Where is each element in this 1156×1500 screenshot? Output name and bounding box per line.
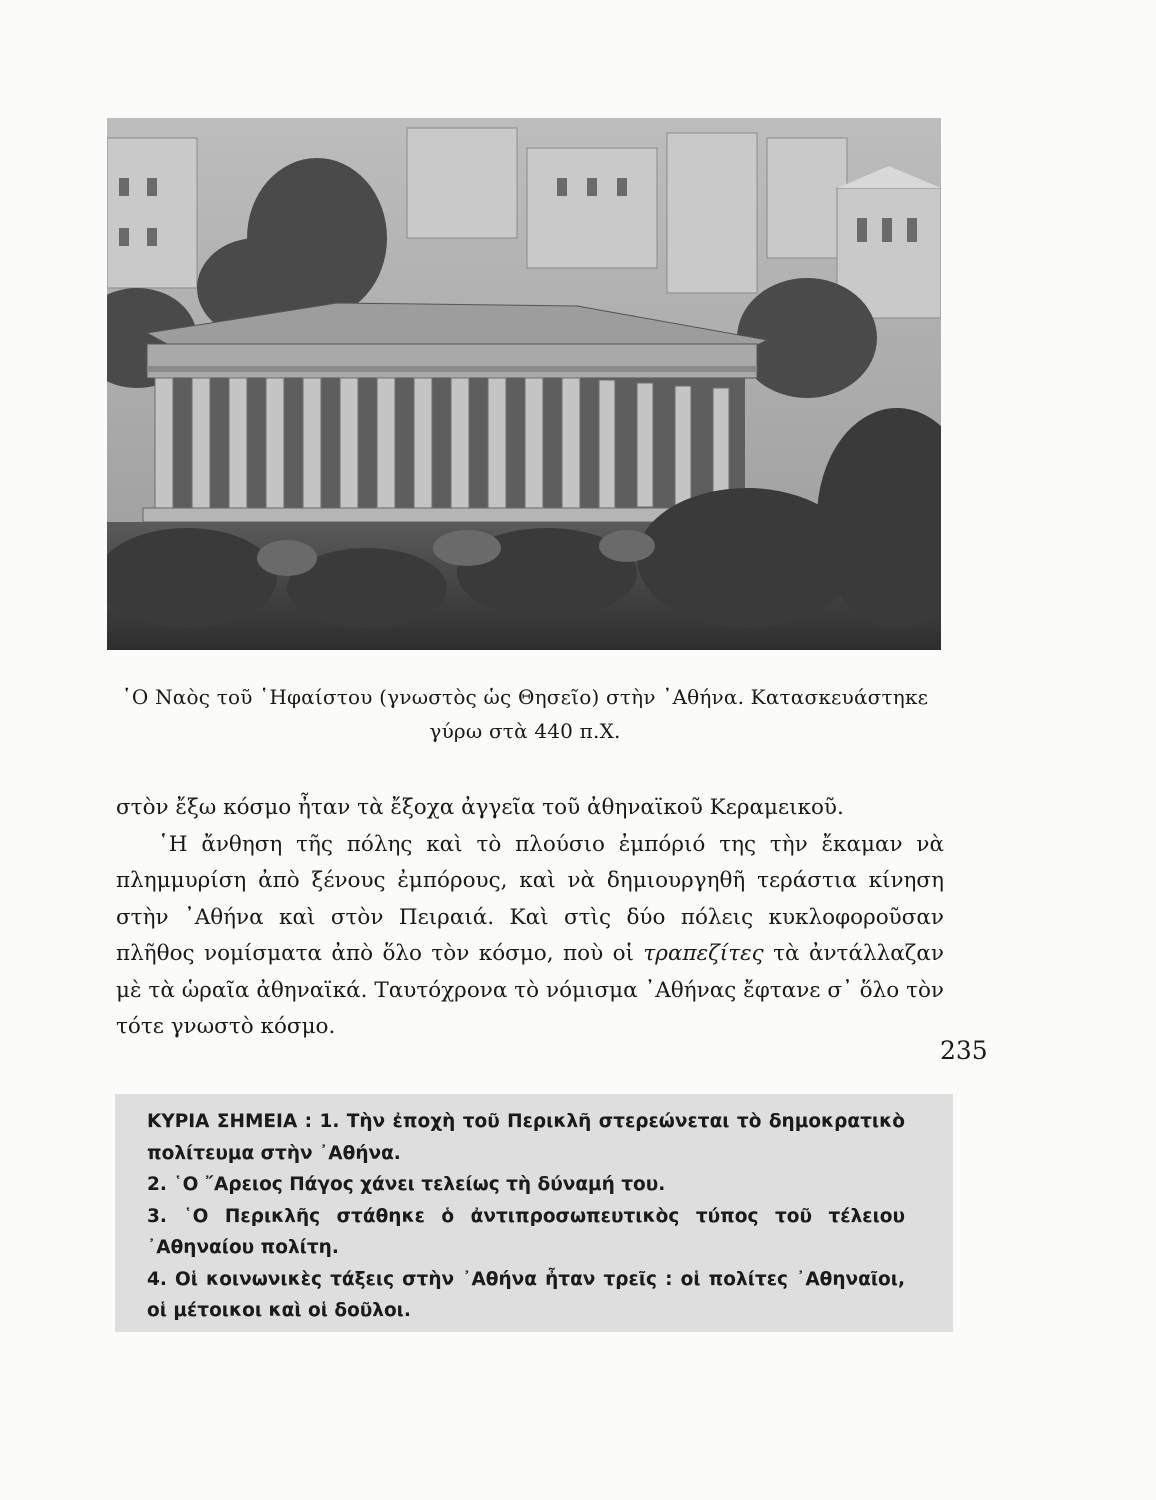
page-number: 235 [940, 1036, 988, 1065]
paragraph-2 [116, 827, 944, 1046]
key-point-4: 4. Οἱ κοινωνικὲς τάξεις στὴν ᾿Αθήνα ἦταν τρεῖς : οἱ πολίτες ᾿Αθηναῖοι, οἱ μέτοικοι καὶ οἱ δοῦλοι. [147, 1268, 905, 1321]
paragraph-2-start: ῾Η ἄνθηση τῆς πόλης καὶ τὸ πλούσιο ἐμπόριό της τὴν ἔκαμαν νὰ πλημμυρίση ἀπὸ ξένους ἐμπόρους, καὶ νὰ δημιουργηθῆ τεράστια κίνηση στὴν ᾿Αθήνα καὶ στὸν Πειραιά. Καὶ στὶς δύο πόλεις κυκλοφοροῦσαν πλῆθος νομίσματα ἀπὸ ὅλο τὸν κόσμο, ποὺ οἱ [116, 831, 944, 966]
caption-line-1: ῾Ο Ναὸς τοῦ ῾Ηφαίστου (γνωστὸς ὡς Θησεῖο) στὴν ᾿Αθήνα. Κατασκευάστηκε [121, 685, 929, 709]
caption-line-2: γύρω στὰ 440 π.Χ. [429, 719, 621, 743]
term-trapezites: τραπεζίτες [643, 941, 764, 966]
temple-photo [107, 118, 941, 650]
body-text [116, 790, 944, 1046]
paragraph-1: στὸν ἔξω κόσμο ἦταν τὰ ἔξοχα ἀγγεῖα τοῦ ἀθηναϊκοῦ Κεραμεικοῦ. [116, 795, 844, 820]
key-point-2: 2. ῾Ο ῎Αρειος Πάγος χάνει τελείως τὴ δύναμή του. [147, 1174, 666, 1195]
key-point-3: 3. ῾Ο Περικλῆς στάθηκε ὁ ἀντιπροσωπευτικὸς τύπος τοῦ τέλειου ᾿Αθηναίου πολίτη. [147, 1205, 905, 1258]
figure-caption [108, 680, 942, 748]
key-point-1: ΚΥΡΙΑ ΣΗΜΕΙΑ : 1. Τὴν ἐποχὴ τοῦ Περικλῆ στερεώνεται τὸ δημοκρατικὸ πολίτευμα στὴν ᾿Αθήνα. [147, 1111, 905, 1164]
key-points-box [115, 1094, 953, 1332]
paragraph-2-end: τὰ ἀντάλλαζαν μὲ τὰ ὡραῖα ἀθηναϊκά. Ταυτόχρονα τὸ νόμισμα ᾿Αθήνας ἔφτανε σ᾿ ὅλο τὸν τότε γνωστὸ κόσμο. [116, 941, 944, 1039]
